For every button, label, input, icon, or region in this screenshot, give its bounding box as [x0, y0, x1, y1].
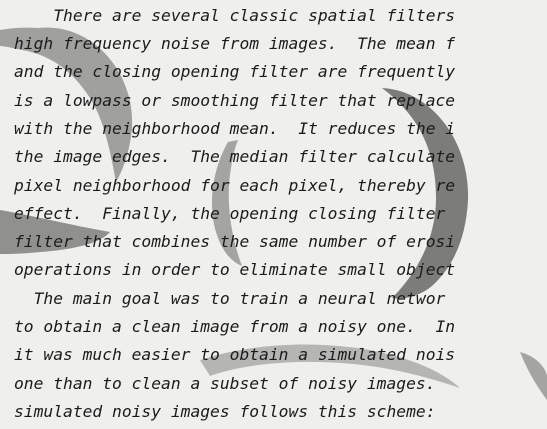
text-line-12: to obtain a clean image from a noisy one. In: [14, 317, 456, 336]
text-line-3: and the closing opening filter are frequently: [14, 62, 456, 81]
text-line-1: There are several classic spatial filters: [14, 6, 456, 25]
text-line-4: is a lowpass or smoothing filter that replace: [14, 91, 456, 110]
text-line-10: operations in order to eliminate small object: [14, 260, 456, 279]
text-line-13: it was much easier to obtain a simulated nois: [14, 345, 456, 364]
text-line-7: pixel neighborhood for each pixel, thereby re: [14, 176, 456, 195]
text-line-6: the image edges. The median filter calculate: [14, 147, 456, 166]
text-line-11: The main goal was to train a neural networ: [14, 289, 446, 308]
text-line-2: high frequency noise from images. The mean f: [14, 34, 456, 53]
text-line-9: filter that combines the same number of erosi: [14, 232, 456, 251]
text-line-8: effect. Finally, the opening closing filter: [14, 204, 446, 223]
text-line-15: simulated noisy images follows this scheme:: [14, 402, 436, 421]
text-line-5: with the neighborhood mean. It reduces the i: [14, 119, 456, 138]
text-line-14: one than to clean a subset of noisy images.: [14, 374, 436, 393]
